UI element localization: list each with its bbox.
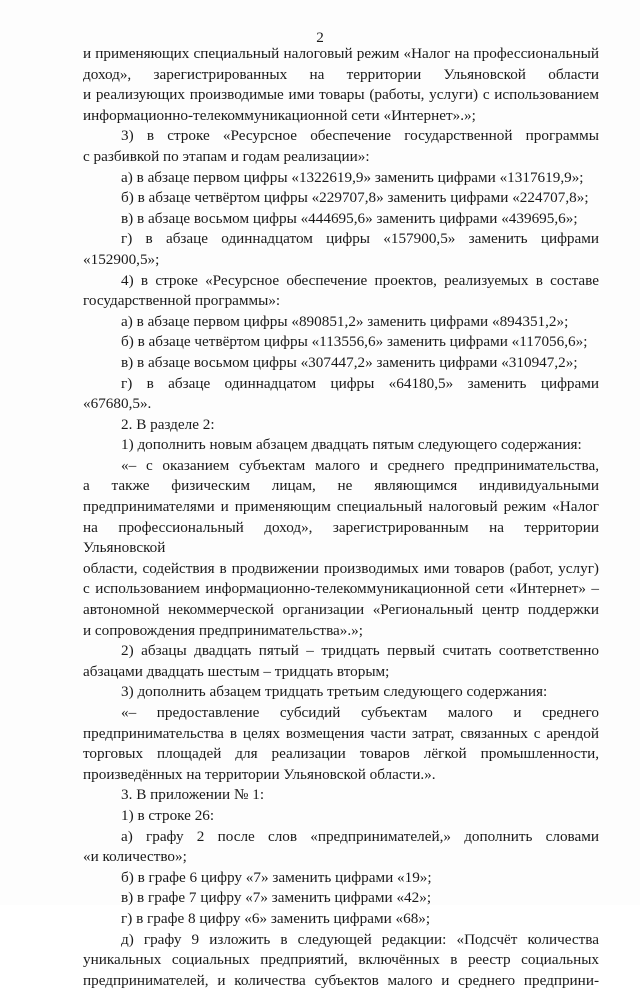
text-line: области, содействия в продвижении производимых ими товаров (работ, услуг) <box>83 559 599 577</box>
text-line: 3) дополнить абзацем тридцать третьим следующего содержания: <box>121 683 548 701</box>
text-line: 4) в строке «Ресурсное обеспечение проектов, реализуемых в составе <box>121 271 599 289</box>
text-line: 1) в строке 26: <box>121 806 215 824</box>
text-line: 3) в строке «Ресурсное обеспечение государственной программы <box>121 127 599 145</box>
text-line: б) в графе 6 цифру «7» заменить цифрами «19»; <box>121 868 432 886</box>
text-line: г) в абзаце одиннадцатом цифры «64180,5» заменить цифрами <box>121 374 599 392</box>
text-line: в) в абзаце восьмом цифры «307447,2» заменить цифрами «310947,2»; <box>121 353 578 371</box>
text-line: 1) дополнить новым абзацем двадцать пятым следующего содержания: <box>121 436 582 454</box>
text-line: б) в абзаце четвёртом цифры «229707,8» заменить цифрами «224707,8»; <box>121 189 589 207</box>
text-line: и сопровождения предпринимательства».»; <box>83 621 363 639</box>
text-line: предпринимателями и применяющим специальный налоговый режим «Налог <box>83 498 599 516</box>
text-line: абзацами двадцать шестым – тридцать вторым; <box>83 662 390 680</box>
text-line: предпринимательства в целях возмещения части затрат, связанных с арендой <box>83 724 599 742</box>
text-line: в) в абзаце восьмом цифры «444695,6» заменить цифрами «439695,6»; <box>121 209 578 227</box>
text-line: информационно-телекоммуникационной сети «Интернет».»; <box>83 106 476 124</box>
page-number: 2 <box>316 29 324 46</box>
text-line: и применяющих специальный налоговый режим «Налог на профессиональный <box>83 45 599 62</box>
text-line: торговых площадей для реализации товаров лёгкой промышленности, <box>83 745 599 763</box>
text-line: а) в абзаце первом цифры «890851,2» заменить цифрами «894351,2»; <box>121 312 569 330</box>
text-line: произведённых на территории Ульяновской области.». <box>83 765 436 783</box>
text-line: 2. В разделе 2: <box>121 415 215 433</box>
text-line: предпринимателей, и количества субъектов малого и среднего предприни- <box>83 971 599 989</box>
text-line: 3. В приложении № 1: <box>121 786 265 804</box>
text-line: «– предоставление субсидий субъектам малого и среднего <box>121 704 599 721</box>
text-line: уникальных социальных предприятий, включённых в реестр социальных <box>83 951 599 969</box>
document-body <box>83 44 599 991</box>
text-line: 2) абзацы двадцать пятый – тридцать первый считать соответственно <box>121 642 599 660</box>
text-line: в) в графе 7 цифру «7» заменить цифрами «42»; <box>121 889 432 907</box>
text-line: государственной программы»: <box>83 292 281 310</box>
text-line: «– с оказанием субъектам малого и среднего предпринимательства, <box>121 456 599 474</box>
text-line: с разбивкой по этапам и годам реализации»: <box>83 147 370 165</box>
text-line: а) в абзаце первом цифры «1322619,9» заменить цифрами «1317619,9»; <box>121 168 584 186</box>
text-line: доход», зарегистрированных на территории Ульяновской области <box>83 65 599 83</box>
text-line: на профессиональный доход», зарегистрированным на территории Ульяновской <box>83 518 599 557</box>
text-line: г) в абзаце одиннадцатом цифры «157900,5» заменить цифрами <box>121 230 599 248</box>
text-line: «152900,5»; <box>83 250 160 268</box>
text-line: «67680,5». <box>83 395 152 413</box>
text-line: г) в графе 8 цифру «6» заменить цифрами «68»; <box>121 909 431 927</box>
text-line: б) в абзаце четвёртом цифры «113556,6» заменить цифрами «117056,6»; <box>121 333 588 351</box>
text-line: д) графу 9 изложить в следующей редакции: «Подсчёт количества <box>121 930 599 948</box>
text-line: и реализующих производимые ими товары (работы, услуги) с использованием <box>83 86 599 104</box>
text-line: а) графу 2 после слов «предпринимателей,» дополнить словами <box>121 827 599 845</box>
text-line: а также физическим лицам, не являющимся индивидуальными <box>83 477 599 495</box>
text-line: «и количество»; <box>83 848 187 866</box>
text-line: автономной некоммерческой организации «Региональный центр поддержки <box>83 601 599 619</box>
text-line: с использованием информационно-телекоммуникационной сети «Интернет» – <box>83 580 599 598</box>
